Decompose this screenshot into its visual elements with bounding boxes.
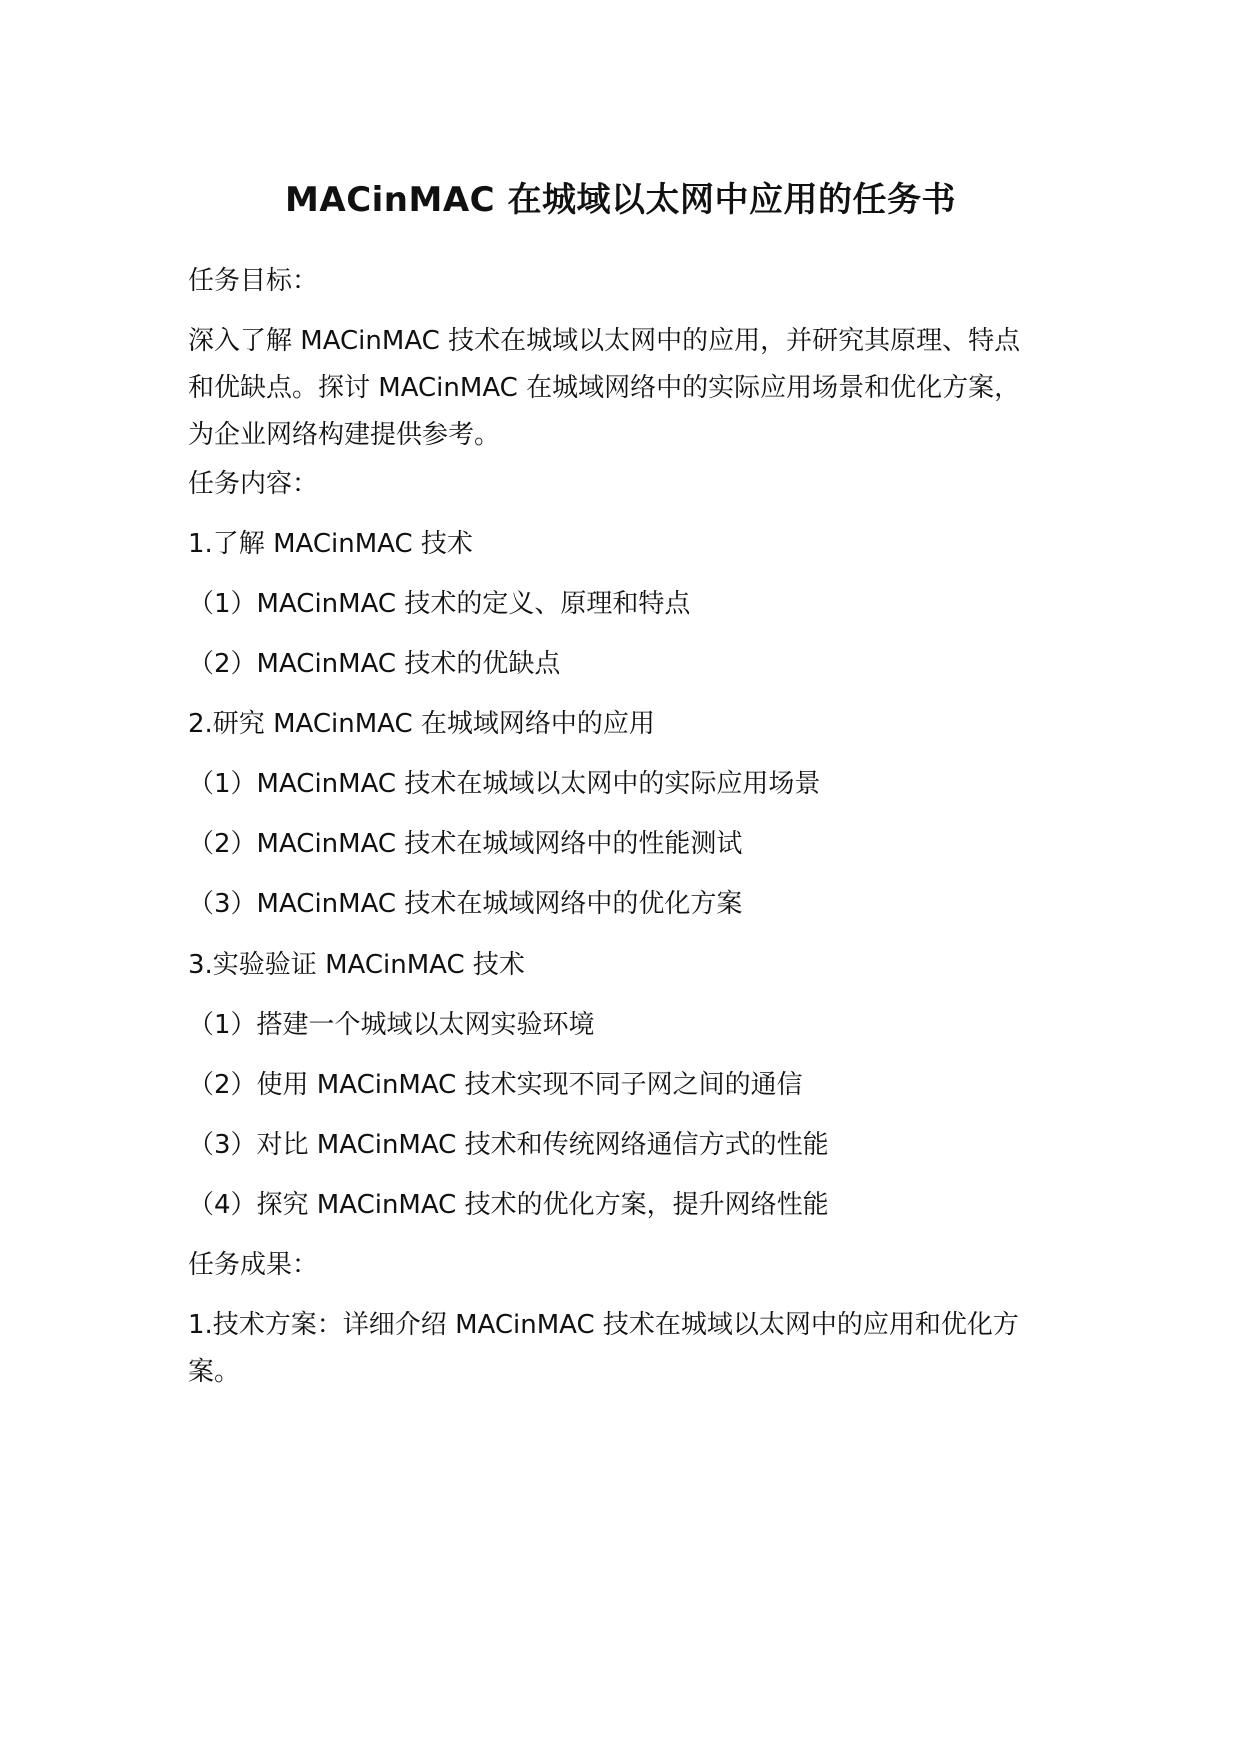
section-2-heading: 2.研究 MACinMAC 在城域网络中的应用	[188, 709, 655, 739]
section-2-item-1: （1）MACinMAC 技术在城域以太网中的实际应用场景	[188, 769, 821, 799]
section-1-heading: 1.了解 MACinMAC 技术	[188, 529, 473, 559]
section-3-item-1: （1）搭建一个城域以太网实验环境	[188, 1010, 595, 1040]
section-1-item-2: （2）MACinMAC 技术的优缺点	[188, 649, 561, 679]
section-3-item-4: （4）探究 MACinMAC 技术的优化方案，提升网络性能	[188, 1190, 829, 1220]
goal-line-1: 深入了解 MACinMAC 技术在城域以太网中的应用，并研究其原理、特点	[188, 326, 1021, 356]
section-2-item-3: （3）MACinMAC 技术在城域网络中的优化方案	[188, 889, 743, 919]
document-title: MACinMAC 在城域以太网中应用的任务书	[285, 180, 956, 220]
section-3-item-3: （3）对比 MACinMAC 技术和传统网络通信方式的性能	[188, 1130, 829, 1160]
results-heading: 任务成果：	[188, 1250, 319, 1280]
goal-line-2: 和优缺点。探讨 MACinMAC 在城域网络中的实际应用场景和优化方案，	[188, 373, 1021, 403]
results-paragraph	[188, 1302, 1048, 1396]
section-3-heading: 3.实验验证 MACinMAC 技术	[188, 950, 525, 980]
section-2-item-2: （2）MACinMAC 技术在城域网络中的性能测试	[188, 829, 743, 859]
goal-paragraph	[188, 318, 1048, 459]
section-1-item-1: （1）MACinMAC 技术的定义、原理和特点	[188, 589, 691, 619]
results-line-1: 1.技术方案：详细介绍 MACinMAC 技术在城域以太网中的应用和优化方	[188, 1310, 1019, 1340]
results-line-2: 案。	[188, 1357, 241, 1387]
goal-line-3: 为企业网络构建提供参考。	[188, 420, 501, 450]
goal-heading: 任务目标：	[188, 266, 319, 296]
section-3-item-2: （2）使用 MACinMAC 技术实现不同子网之间的通信	[188, 1070, 803, 1100]
content-heading: 任务内容：	[188, 469, 319, 499]
